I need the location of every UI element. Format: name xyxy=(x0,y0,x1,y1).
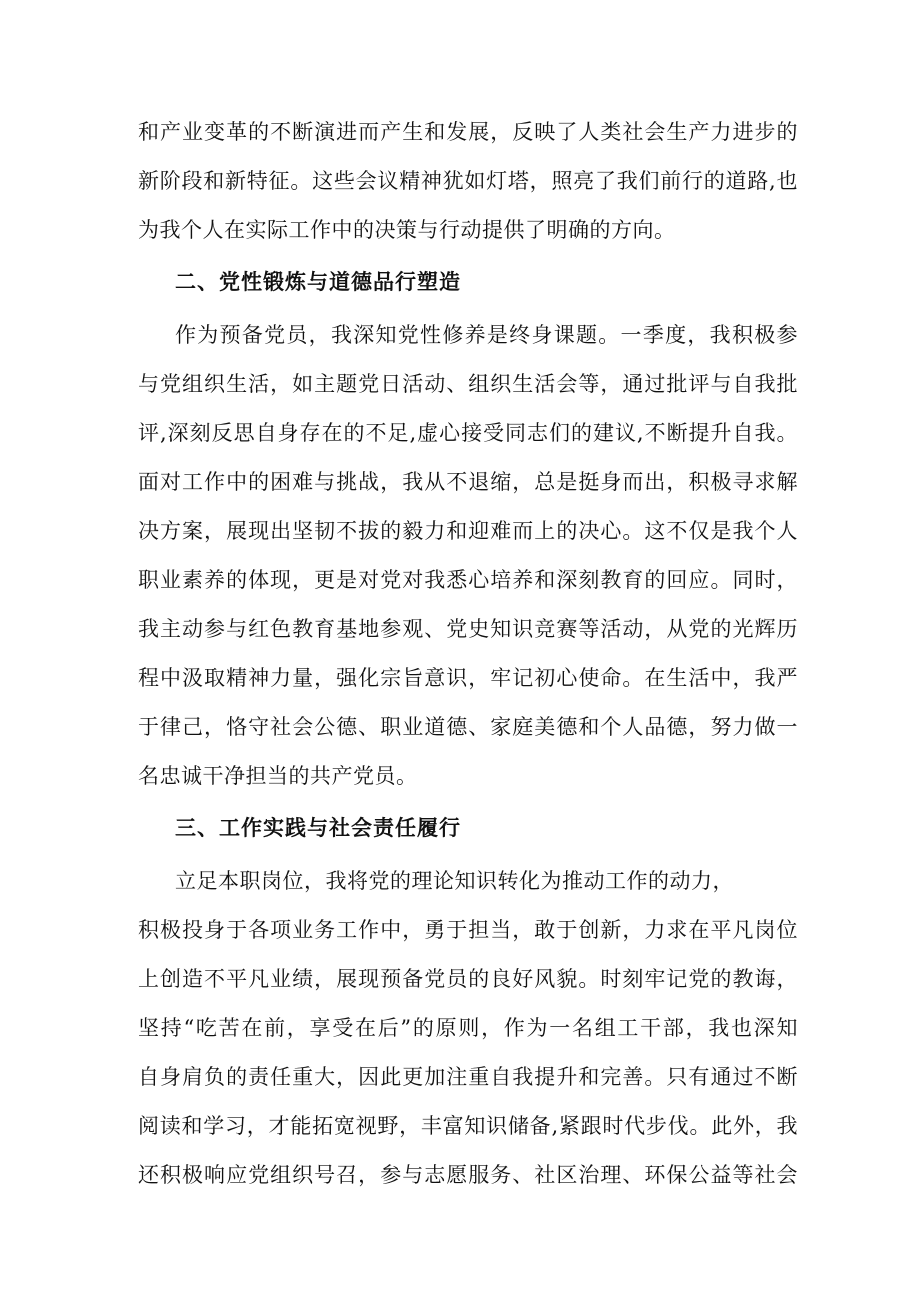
paragraph-line: 职业素养的体现，更是对党对我悉心培养和深刻教育的回应。同时， xyxy=(138,568,798,592)
paragraph-line: 与党组织生活，如主题党日活动、组织生活会等，通过批评与自我批 xyxy=(138,372,798,396)
paragraph-line: 评,深刻反思自身存在的不足,虚心接受同志们的建议,不断提升自我。 xyxy=(138,421,798,445)
paragraph-line: 为我个人在实际工作中的决策与行动提供了明确的方向。 xyxy=(138,218,676,242)
paragraph-line: 我主动参与红色教育基地参观、党史知识竞赛等活动，从党的光辉历 xyxy=(138,617,798,641)
paragraph-line: 面对工作中的困难与挑战，我从不退缩，总是挺身而出，积极寻求解 xyxy=(138,470,798,494)
paragraph-line: 决方案，展现出坚韧不拔的毅力和迎难而上的决心。这不仅是我个人 xyxy=(138,519,798,543)
section-heading-work-practice: 三、工作实践与社会责任履行 xyxy=(175,816,461,840)
paragraph-line: 坚持“吃苦在前，享受在后”的原则，作为一名组工干部，我也深知 xyxy=(138,1016,798,1040)
paragraph-line: 积极投身于各项业务工作中，勇于担当，敢于创新，力求在平凡岗位 xyxy=(138,918,798,942)
paragraph-line: 还积极响应党组织号召，参与志愿服务、社区治理、环保公益等社会 xyxy=(138,1163,798,1187)
paragraph-line: 立足本职岗位，我将党的理论知识转化为推动工作的动力， xyxy=(175,869,734,893)
paragraph-line: 新阶段和新特征。这些会议精神犹如灯塔，照亮了我们前行的道路,也 xyxy=(138,169,798,193)
paragraph-line: 上创造不平凡业绩，展现预备党员的良好风貌。时刻牢记党的教诲， xyxy=(138,967,798,991)
paragraph-line: 名忠诚干净担当的共产党员。 xyxy=(138,764,418,788)
paragraph-line: 阅读和学习，才能拓宽视野，丰富知识储备,紧跟时代步伐。此外，我 xyxy=(138,1114,798,1138)
section-heading-party-spirit: 二、党性锻炼与道德品行塑造 xyxy=(175,270,461,294)
paragraph-line: 于律己，恪守社会公德、职业道德、家庭美德和个人品德，努力做一 xyxy=(138,715,798,739)
paragraph-line: 程中汲取精神力量，强化宗旨意识，牢记初心使命。在生活中，我严 xyxy=(138,666,798,690)
paragraph-line: 作为预备党员，我深知党性修养是终身课题。一季度，我积极参 xyxy=(175,323,798,347)
paragraph-line: 和产业变革的不断演进而产生和发展，反映了人类社会生产力进步的 xyxy=(138,120,798,144)
paragraph-line: 自身肩负的责任重大，因此更加注重自我提升和完善。只有通过不断 xyxy=(138,1065,798,1089)
